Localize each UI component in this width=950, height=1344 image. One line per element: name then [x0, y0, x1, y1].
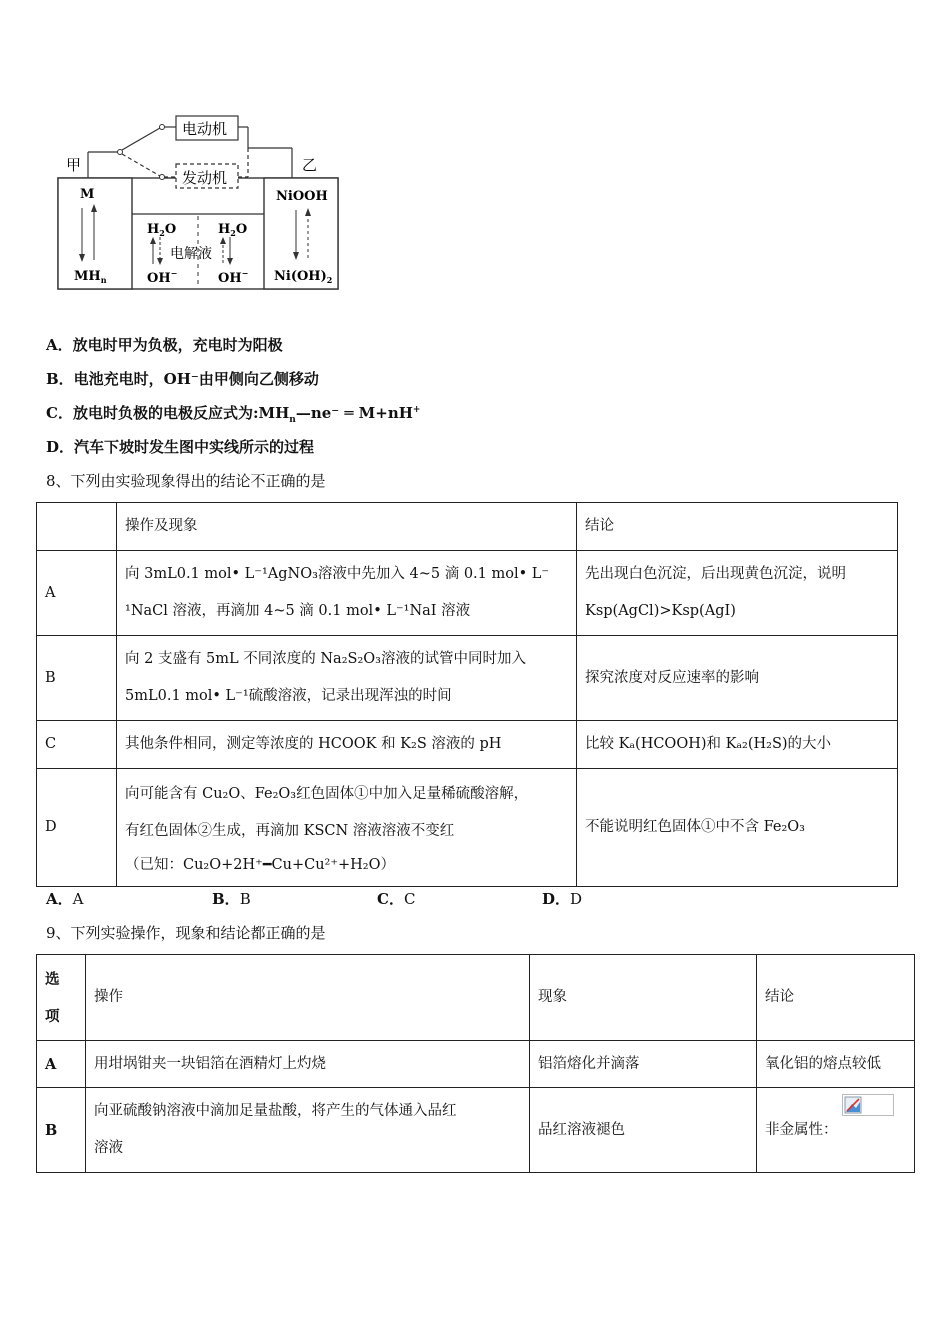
- q7-option-d: D．汽车下坡时发生图中实线所示的过程: [46, 438, 315, 456]
- q8-row-label: B: [37, 636, 117, 721]
- label-h2o-1: H: [147, 222, 160, 237]
- q9-header-phenomenon: 现象: [530, 955, 757, 1041]
- q9-row-b: [37, 1088, 915, 1173]
- q7-option-c: C．放电时负极的电极反应式为$:MH_n—ne^-$ ═ M+nH+: [46, 404, 421, 425]
- svg-text:H2O: $H_2O$: [147, 222, 177, 238]
- q9-header-conclusion: 结论: [757, 955, 915, 1041]
- q9-row-a: [37, 1041, 915, 1088]
- svg-text:OH−: OH−: [147, 268, 178, 286]
- q8-header-conclusion: 结论: [577, 503, 898, 551]
- q8-row-conclusion: 探究浓度对反应速率的影响: [577, 636, 898, 721]
- q9-header-operation: 操作: [86, 955, 530, 1041]
- svg-text:OH−: OH−: [218, 268, 249, 286]
- q9-title: 9、下列实验操作，现象和结论都正确的是: [46, 924, 326, 942]
- label-mhn: MH: [74, 269, 101, 284]
- q8-row-operation: 向可能含有 Cu₂O、Fe₂O₃红色固体①中加入足量稀硫酸溶解， 有红色固体②生成，再滴加 KSCN 溶液溶液不变红 （已知：Cu₂O+2H⁺━Cu+Cu²⁺+H₂O）: [117, 769, 577, 887]
- q8-header-row: [37, 503, 898, 551]
- label-electrolyte: 电解液: [170, 246, 212, 262]
- q9-row-label: A: [37, 1041, 86, 1088]
- q8-row-label: A: [37, 551, 117, 636]
- q9-row-conclusion: 非金属性：: [757, 1088, 915, 1173]
- q8-row-conclusion: 比较 Kₐ(HCOOH)和 Kₐ₂(H₂S)的大小: [577, 721, 898, 769]
- q9-row-conclusion: 氧化铝的熔点较低: [757, 1041, 915, 1088]
- q8-row-label: C: [37, 721, 117, 769]
- q9-header-row: [37, 955, 915, 1041]
- q8-row-operation: 向 3mL0.1 mol• L⁻¹AgNO₃溶液中先加入 4~5 滴 0.1 mol• L⁻ ¹NaCl 溶液，再滴加 4~5 滴 0.1 mol• L⁻¹NaI 溶液: [117, 551, 577, 636]
- battery-diagram: [52, 108, 348, 294]
- q8-table: [36, 502, 898, 887]
- q8-title: 8、下列由实验现象得出的结论不正确的是: [46, 472, 326, 490]
- svg-text:MHn: $MH_n$: [74, 269, 107, 285]
- label-motor: 电动机: [182, 120, 228, 138]
- svg-text:H2O: $H_2O$: [218, 222, 248, 238]
- label-m: M: [80, 187, 95, 202]
- q8-row-a: [37, 551, 898, 636]
- label-niooh: NiOOH: [276, 189, 328, 204]
- q7-option-b: B．电池充电时，OH⁻由甲侧向乙侧移动: [46, 370, 319, 388]
- label-jia: 甲: [66, 156, 82, 174]
- q9-row-operation: 用坩埚钳夹一块铝箔在酒精灯上灼烧: [86, 1041, 530, 1088]
- svg-text:Ni(OH)2: $Ni(OH)_2$: [274, 269, 333, 285]
- q8-row-operation: 向 2 支盛有 5mL 不同浓度的 Na₂S₂O₃溶液的试管中同时加入 5mL0.1 mol• L⁻¹硫酸溶液，记录出现浑浊的时间: [117, 636, 577, 721]
- q8-row-d: [37, 769, 898, 887]
- q9-table: [36, 954, 915, 1173]
- q8-answer-b: B．B: [212, 890, 251, 908]
- label-yi: 乙: [302, 156, 318, 174]
- q8-header-operation: 操作及现象: [117, 503, 577, 551]
- q8-row-b: [37, 636, 898, 721]
- q8-row-conclusion: 不能说明红色固体①中不含 Fe₂O₃: [577, 769, 898, 887]
- label-engine: 发动机: [182, 169, 228, 187]
- q7-option-a: A．放电时甲为负极，充电时为阳极: [46, 336, 283, 354]
- q9-row-phenomenon: 品红溶液褪色: [530, 1088, 757, 1173]
- q8-row-label: D: [37, 769, 117, 887]
- q8-answer-d: D．D: [542, 890, 583, 908]
- q9-row-label: B: [37, 1088, 86, 1173]
- label-nioh2: Ni(OH): [274, 269, 327, 284]
- q9-row-operation: 向亚硫酸钠溶液中滴加足量盐酸，将产生的气体通入品红 溶液: [86, 1088, 530, 1173]
- q9-row-phenomenon: 铝箔熔化并滴落: [530, 1041, 757, 1088]
- q9-header-option: 选 项: [37, 955, 86, 1041]
- q8-row-operation: 其他条件相同，测定等浓度的 HCOOK 和 K₂S 溶液的 pH: [117, 721, 577, 769]
- q8-row-conclusion: 先出现白色沉淀，后出现黄色沉淀，说明 Ksp(AgCl)>Ksp(AgI): [577, 551, 898, 636]
- broken-image-icon: [842, 1094, 894, 1116]
- q8-header-empty: [37, 503, 117, 551]
- label-h2o-2: H: [218, 222, 231, 237]
- q8-answer-c: C．C: [377, 890, 416, 908]
- q8-answer-a: A．A: [46, 890, 84, 908]
- q8-row-c: [37, 721, 898, 769]
- label-oh-1: OH: [147, 271, 171, 286]
- label-oh-2: OH: [218, 271, 242, 286]
